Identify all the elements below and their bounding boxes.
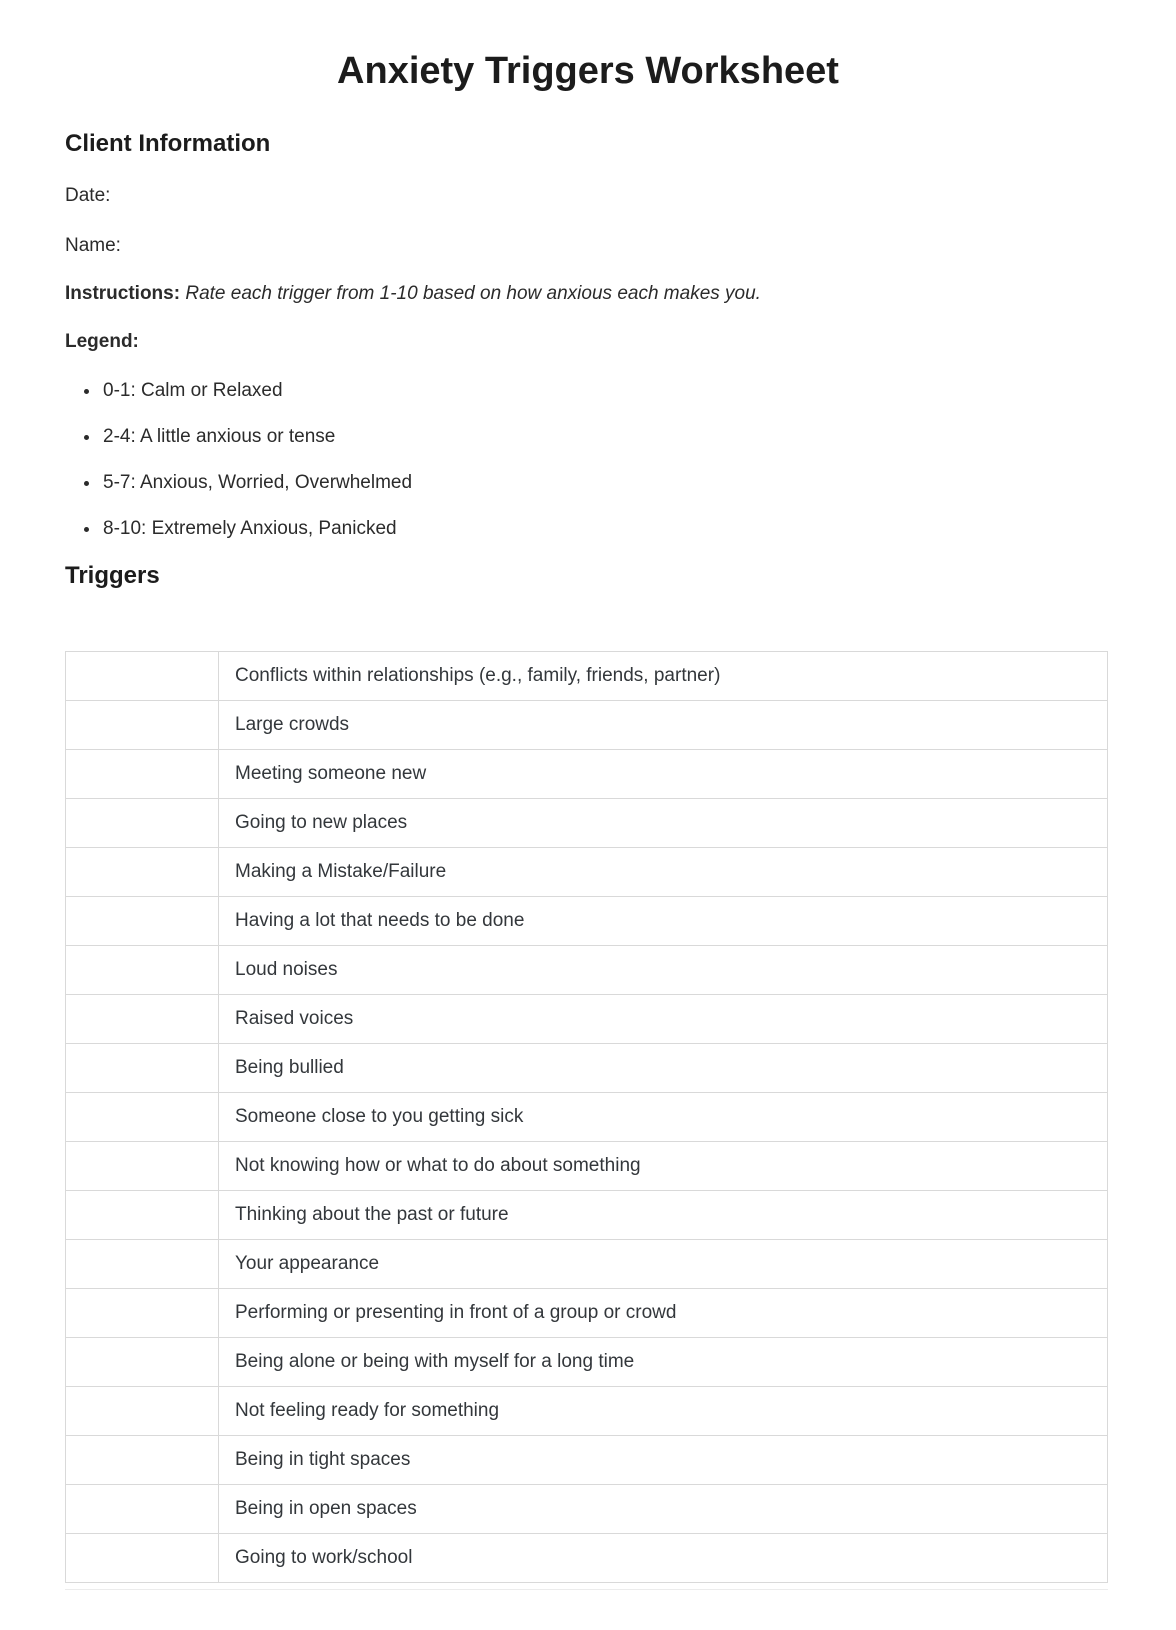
client-information-heading: Client Information xyxy=(65,129,271,157)
table-row xyxy=(66,750,1108,799)
trigger-label: Not feeling ready for something xyxy=(219,1387,1108,1436)
legend-item: • 0-1: Calm or Relaxed xyxy=(101,379,1111,403)
table-row xyxy=(66,701,1108,750)
table-row xyxy=(66,1387,1108,1436)
rating-cell[interactable] xyxy=(66,1142,219,1191)
trigger-label: Being in open spaces xyxy=(219,1485,1108,1534)
rating-cell[interactable] xyxy=(66,995,219,1044)
table-row xyxy=(66,1191,1108,1240)
rating-cell[interactable] xyxy=(66,1240,219,1289)
table-row xyxy=(66,1240,1108,1289)
trigger-label: Conflicts within relationships (e.g., family, friends, partner) xyxy=(219,652,1108,701)
rating-cell[interactable] xyxy=(66,897,219,946)
rating-cell[interactable] xyxy=(66,946,219,995)
trigger-label: Not knowing how or what to do about something xyxy=(219,1142,1108,1191)
table-row xyxy=(66,848,1108,897)
page-divider xyxy=(65,1589,1108,1590)
table-row xyxy=(66,1534,1108,1583)
trigger-label: Someone close to you getting sick xyxy=(219,1093,1108,1142)
instructions-line xyxy=(65,282,1111,306)
trigger-label: Making a Mistake/Failure xyxy=(219,848,1108,897)
rating-cell[interactable] xyxy=(66,652,219,701)
table-row xyxy=(66,1142,1108,1191)
table-row xyxy=(66,799,1108,848)
trigger-label: Being alone or being with myself for a long time xyxy=(219,1338,1108,1387)
table-row xyxy=(66,897,1108,946)
trigger-label: Performing or presenting in front of a group or crowd xyxy=(219,1289,1108,1338)
triggers-heading: Triggers xyxy=(65,562,160,590)
rating-cell[interactable] xyxy=(66,1387,219,1436)
trigger-label: Being in tight spaces xyxy=(219,1436,1108,1485)
table-row xyxy=(66,1485,1108,1534)
rating-cell[interactable] xyxy=(66,799,219,848)
legend-item: • 2-4: A little anxious or tense xyxy=(101,425,1111,449)
legend-item: • 8-10: Extremely Anxious, Panicked xyxy=(101,517,1111,541)
legend-list xyxy=(65,379,1111,540)
triggers-table xyxy=(65,651,1108,1583)
trigger-label: Having a lot that needs to be done xyxy=(219,897,1108,946)
rating-cell[interactable] xyxy=(66,1436,219,1485)
trigger-label: Raised voices xyxy=(219,995,1108,1044)
rating-cell[interactable] xyxy=(66,1338,219,1387)
rating-cell[interactable] xyxy=(66,701,219,750)
table-row xyxy=(66,946,1108,995)
legend-item: • 5-7: Anxious, Worried, Overwhelmed xyxy=(101,471,1111,495)
trigger-label: Going to new places xyxy=(219,799,1108,848)
trigger-label: Going to work/school xyxy=(219,1534,1108,1583)
rating-cell[interactable] xyxy=(66,1534,219,1583)
trigger-label: Your appearance xyxy=(219,1240,1108,1289)
instructions-text: Rate each trigger from 1-10 based on how anxious each makes you. xyxy=(185,282,761,304)
trigger-label: Loud noises xyxy=(219,946,1108,995)
rating-cell[interactable] xyxy=(66,848,219,897)
date-field-label: Date: xyxy=(65,185,111,207)
instructions-label: Instructions: xyxy=(65,282,181,304)
table-row xyxy=(66,1044,1108,1093)
rating-cell[interactable] xyxy=(66,1093,219,1142)
rating-cell[interactable] xyxy=(66,1191,219,1240)
rating-cell[interactable] xyxy=(66,1485,219,1534)
rating-cell[interactable] xyxy=(66,750,219,799)
table-row xyxy=(66,995,1108,1044)
table-row xyxy=(66,1289,1108,1338)
table-row xyxy=(66,652,1108,701)
page-title: Anxiety Triggers Worksheet xyxy=(337,50,839,92)
trigger-label: Large crowds xyxy=(219,701,1108,750)
trigger-label: Meeting someone new xyxy=(219,750,1108,799)
legend-label: Legend: xyxy=(65,330,139,352)
rating-cell[interactable] xyxy=(66,1289,219,1338)
trigger-label: Thinking about the past or future xyxy=(219,1191,1108,1240)
table-row xyxy=(66,1093,1108,1142)
rating-cell[interactable] xyxy=(66,1044,219,1093)
table-row xyxy=(66,1338,1108,1387)
trigger-label: Being bullied xyxy=(219,1044,1108,1093)
name-field-label: Name: xyxy=(65,235,121,257)
table-row xyxy=(66,1436,1108,1485)
